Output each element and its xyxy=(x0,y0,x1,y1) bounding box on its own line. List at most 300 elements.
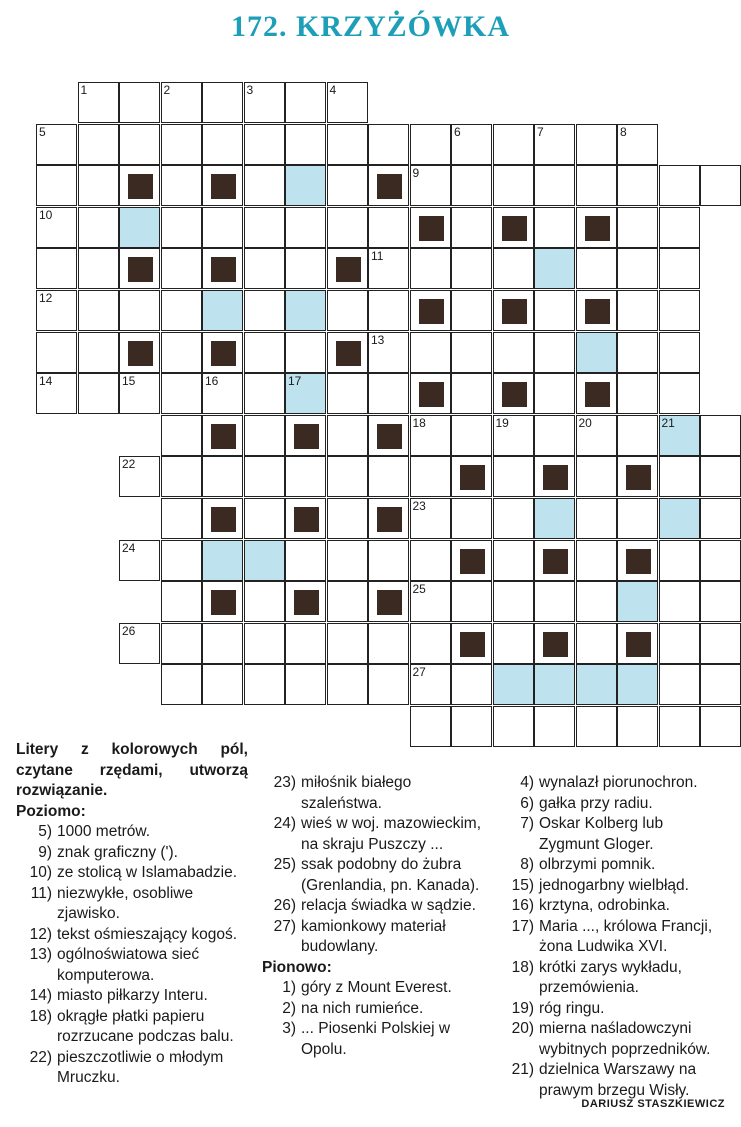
block-square xyxy=(377,174,402,199)
clue-number: 20 xyxy=(578,415,592,430)
grid-cell xyxy=(617,207,658,248)
clue-text: wynalazł piorunochron. xyxy=(539,774,698,791)
block-cell xyxy=(534,456,575,497)
grid-cell xyxy=(327,124,368,165)
clue-number-label: 8) xyxy=(520,856,534,873)
clue-number: 14 xyxy=(39,374,53,389)
grid-cell xyxy=(493,706,534,747)
clue-number: 15 xyxy=(122,374,136,389)
grid-cell xyxy=(410,415,451,456)
grid-cell xyxy=(161,623,202,664)
block-cell xyxy=(119,332,160,373)
clue-text: ze stolicą w Islamabadzie. xyxy=(57,864,238,881)
grid-cell xyxy=(410,540,451,581)
grid-cell xyxy=(36,248,77,289)
clue-number-label: 21) xyxy=(511,1061,534,1078)
grid-cell xyxy=(493,623,534,664)
grid-cell xyxy=(659,248,700,289)
clue-text: znak graficzny ('). xyxy=(57,843,178,861)
clue-item xyxy=(262,855,488,896)
clue-number-label: 20) xyxy=(511,1020,534,1037)
grid-cell xyxy=(617,332,658,373)
block-square xyxy=(419,216,444,241)
clues-column-2 xyxy=(262,773,488,1060)
grid-cell xyxy=(36,165,77,206)
grid-cell xyxy=(327,498,368,539)
clue-text: 1000 metrów. xyxy=(57,823,151,840)
grid-cell xyxy=(78,248,119,289)
grid-cell xyxy=(451,664,492,705)
block-cell xyxy=(202,498,243,539)
grid-cell xyxy=(659,623,700,664)
grid-cell xyxy=(327,82,368,123)
grid-cell xyxy=(368,332,409,373)
clue-number: 23 xyxy=(412,499,426,513)
grid-cell xyxy=(119,623,160,664)
block-square xyxy=(211,341,236,366)
grid-cell xyxy=(161,332,202,373)
grid-cell xyxy=(617,290,658,331)
grid-cell xyxy=(534,124,575,165)
grid-cell xyxy=(493,540,534,581)
clue-item xyxy=(16,863,248,884)
clue-text: róg ringu. xyxy=(539,999,605,1017)
grid-cell xyxy=(410,124,451,165)
across-clues-list xyxy=(16,822,248,1089)
clue-item xyxy=(500,999,726,1020)
block-cell xyxy=(410,373,451,414)
clue-item xyxy=(500,855,726,876)
clue-item xyxy=(16,1007,248,1048)
grid-cell xyxy=(451,165,492,206)
grid-cell xyxy=(700,623,741,664)
grid-cell xyxy=(451,373,492,414)
clue-item xyxy=(16,925,248,946)
grid-cell xyxy=(327,373,368,414)
grid-cell xyxy=(36,207,77,248)
grid-cell xyxy=(78,124,119,165)
clue-number-label: 12) xyxy=(29,925,52,943)
block-cell xyxy=(285,498,326,539)
block-cell xyxy=(576,207,617,248)
grid-cell xyxy=(617,706,658,747)
block-cell xyxy=(202,248,243,289)
highlighted-cell xyxy=(534,248,575,289)
block-cell xyxy=(493,373,534,414)
grid-cell xyxy=(202,623,243,664)
block-square xyxy=(211,590,236,615)
grid-cell xyxy=(617,373,658,414)
clue-number: 9 xyxy=(412,166,420,181)
clue-number-label: 23) xyxy=(273,774,296,791)
highlighted-cell xyxy=(202,540,243,581)
down-clues-list-continued xyxy=(500,773,726,1101)
block-cell xyxy=(534,623,575,664)
highlighted-cell xyxy=(576,664,617,705)
grid-cell xyxy=(576,456,617,497)
clue-text: krztyna, odrobinka. xyxy=(539,897,670,914)
block-square xyxy=(377,590,402,615)
clue-number-label: 17) xyxy=(511,917,534,935)
grid-cell xyxy=(410,706,451,747)
grid-cell xyxy=(327,623,368,664)
grid-cell xyxy=(493,581,534,622)
grid-cell xyxy=(327,207,368,248)
block-cell xyxy=(451,456,492,497)
block-square xyxy=(626,465,651,490)
grid-cell xyxy=(659,290,700,331)
grid-cell xyxy=(410,623,451,664)
clue-number: 12 xyxy=(39,291,53,305)
clue-item xyxy=(500,917,726,958)
grid-cell xyxy=(285,248,326,289)
grid-cell xyxy=(576,248,617,289)
grid-cell xyxy=(451,706,492,747)
grid-cell xyxy=(410,332,451,373)
grid-cell xyxy=(617,165,658,206)
clue-text: olbrzymi pomnik. xyxy=(539,856,656,873)
clue-text: okrągłe płatki papieru rozrzucane podczas balu. xyxy=(57,1007,234,1045)
grid-cell xyxy=(327,415,368,456)
grid-cell xyxy=(700,415,741,456)
grid-cell xyxy=(327,165,368,206)
block-cell xyxy=(493,207,534,248)
clue-number-label: 13) xyxy=(29,946,52,963)
grid-cell xyxy=(78,207,119,248)
clue-number: 17 xyxy=(288,374,302,389)
grid-cell xyxy=(576,623,617,664)
grid-cell xyxy=(327,540,368,581)
grid-cell xyxy=(244,332,285,373)
grid-cell xyxy=(244,498,285,539)
grid-cell xyxy=(244,290,285,331)
clue-item xyxy=(262,773,488,814)
across-clues-list-continued xyxy=(262,773,488,958)
grid-cell xyxy=(244,165,285,206)
highlighted-cell xyxy=(576,332,617,373)
highlighted-cell xyxy=(202,290,243,331)
clue-number-label: 24) xyxy=(273,815,296,832)
grid-cell xyxy=(202,664,243,705)
grid-cell xyxy=(161,248,202,289)
block-square xyxy=(626,549,651,574)
clue-item xyxy=(262,978,488,999)
grid-cell xyxy=(534,581,575,622)
block-square xyxy=(419,382,444,407)
page-title: 172. KRZYŻÓWKA xyxy=(230,10,511,43)
grid-cell xyxy=(119,290,160,331)
clue-number-label: 11) xyxy=(30,884,52,902)
block-cell xyxy=(368,415,409,456)
clue-number-label: 10) xyxy=(29,864,52,881)
grid-cell xyxy=(617,498,658,539)
grid-cell xyxy=(285,623,326,664)
grid-cell xyxy=(244,415,285,456)
grid-cell xyxy=(36,124,77,165)
down-header: Pionowo: xyxy=(262,958,332,976)
block-cell xyxy=(576,373,617,414)
grid-cell xyxy=(244,248,285,289)
clue-item xyxy=(16,822,248,843)
grid-cell xyxy=(78,165,119,206)
grid-cell xyxy=(36,373,77,414)
clue-number: 22 xyxy=(122,457,136,472)
grid-cell xyxy=(327,581,368,622)
grid-cell xyxy=(244,207,285,248)
block-cell xyxy=(368,581,409,622)
grid-cell xyxy=(244,581,285,622)
clue-number: 27 xyxy=(412,665,426,680)
block-square xyxy=(377,507,402,532)
clue-item xyxy=(262,1019,488,1060)
block-square xyxy=(543,465,568,490)
clue-text: mierna naśladowczyni wybitnych poprzedników. xyxy=(539,1020,711,1058)
block-square xyxy=(460,465,485,490)
clue-number-label: 6) xyxy=(520,794,534,812)
grid-cell xyxy=(451,332,492,373)
grid-cell xyxy=(78,373,119,414)
clue-number: 24 xyxy=(122,540,136,555)
clue-text: góry z Mount Everest. xyxy=(301,979,452,996)
grid-cell xyxy=(327,290,368,331)
clue-text: Maria ..., królowa Francji, żona Ludwika XVI. xyxy=(539,917,713,955)
grid-cell xyxy=(327,456,368,497)
grid-cell xyxy=(576,124,617,165)
block-square xyxy=(543,549,568,574)
grid-cell xyxy=(700,706,741,747)
grid-cell xyxy=(451,415,492,456)
block-cell xyxy=(285,581,326,622)
grid-cell xyxy=(700,456,741,497)
clue-item xyxy=(500,1060,726,1101)
clue-item xyxy=(500,794,726,815)
clue-number-label: 26) xyxy=(273,897,296,914)
grid-cell xyxy=(244,664,285,705)
grid-cell xyxy=(36,332,77,373)
grid-cell xyxy=(244,124,285,165)
clue-text: ssak podobny do żubra (Grenlandia, pn. Kanada). xyxy=(301,856,480,894)
clue-text: na nich rumieńce. xyxy=(301,999,424,1017)
clue-item xyxy=(262,917,488,958)
clue-item xyxy=(16,884,248,925)
grid-cell xyxy=(78,332,119,373)
grid-cell xyxy=(285,207,326,248)
grid-cell xyxy=(700,540,741,581)
clue-number-label: 3) xyxy=(282,1020,296,1037)
block-cell xyxy=(410,290,451,331)
grid-cell xyxy=(368,664,409,705)
block-square xyxy=(128,341,153,366)
grid-cell xyxy=(659,332,700,373)
clue-number: 2 xyxy=(163,83,171,97)
grid-cell xyxy=(700,498,741,539)
block-square xyxy=(128,257,153,282)
grid-cell xyxy=(493,415,534,456)
block-square xyxy=(377,424,402,449)
grid-cell xyxy=(493,165,534,206)
block-cell xyxy=(202,415,243,456)
highlighted-cell xyxy=(659,415,700,456)
grid-cell xyxy=(576,165,617,206)
block-square xyxy=(211,424,236,449)
highlighted-cell xyxy=(659,498,700,539)
grid-cell xyxy=(493,456,534,497)
clue-text: ogólnoświatowa sieć komputerowa. xyxy=(57,946,200,984)
clue-number-label: 1) xyxy=(282,979,296,996)
block-cell xyxy=(119,248,160,289)
clue-number: 8 xyxy=(620,124,627,139)
clue-number: 6 xyxy=(454,124,461,139)
grid-cell xyxy=(244,456,285,497)
grid-cell xyxy=(659,456,700,497)
grid-cell xyxy=(576,706,617,747)
grid-cell xyxy=(493,248,534,289)
clue-number: 21 xyxy=(661,415,675,430)
clue-number: 10 xyxy=(39,207,53,222)
clue-number: 13 xyxy=(371,332,385,347)
grid-cell xyxy=(534,415,575,456)
grid-cell xyxy=(285,664,326,705)
grid-cell xyxy=(36,290,77,331)
clue-text: dzielnica Warszawy na prawym brzegu Wisły. xyxy=(539,1061,697,1099)
block-square xyxy=(336,257,361,282)
grid-cell xyxy=(534,207,575,248)
clue-number-label: 7) xyxy=(520,815,534,832)
grid-cell xyxy=(410,581,451,622)
block-cell xyxy=(119,165,160,206)
grid-cell xyxy=(451,207,492,248)
block-square xyxy=(211,257,236,282)
clue-item xyxy=(16,1048,248,1089)
block-cell xyxy=(202,332,243,373)
grid-cell xyxy=(161,82,202,123)
grid-cell xyxy=(368,540,409,581)
grid-cell xyxy=(119,82,160,123)
block-square xyxy=(128,174,153,199)
clue-item xyxy=(262,814,488,855)
grid-cell xyxy=(410,248,451,289)
grid-cell xyxy=(202,82,243,123)
highlighted-cell xyxy=(617,664,658,705)
grid-cell xyxy=(700,581,741,622)
grid-cell xyxy=(119,456,160,497)
clue-text: ... Piosenki Polskiej w Opolu. xyxy=(301,1020,451,1058)
block-square xyxy=(294,590,319,615)
grid-cell xyxy=(119,124,160,165)
highlighted-cell xyxy=(285,165,326,206)
clue-number: 19 xyxy=(495,415,509,430)
clue-number-label: 9) xyxy=(38,843,52,861)
grid-cell xyxy=(493,124,534,165)
author-credit: DARIUSZ STASZKIEWICZ xyxy=(581,1098,725,1110)
block-square xyxy=(543,632,568,657)
highlighted-cell xyxy=(244,540,285,581)
block-square xyxy=(460,632,485,657)
grid-cell xyxy=(161,290,202,331)
block-square xyxy=(336,341,361,366)
grid-cell xyxy=(368,290,409,331)
clue-item xyxy=(16,986,248,1007)
clue-item xyxy=(262,999,488,1020)
across-header: Poziomo: xyxy=(16,802,86,820)
grid-cell xyxy=(659,207,700,248)
highlighted-cell xyxy=(119,207,160,248)
clue-number: 5 xyxy=(39,124,46,139)
clue-item xyxy=(500,814,726,855)
grid-cell xyxy=(576,581,617,622)
grid-cell xyxy=(119,373,160,414)
grid-cell xyxy=(410,456,451,497)
grid-cell xyxy=(368,248,409,289)
block-square xyxy=(502,382,527,407)
block-cell xyxy=(202,165,243,206)
grid-cell xyxy=(78,82,119,123)
grid-cell xyxy=(202,373,243,414)
clue-text: relacja świadka w sądzie. xyxy=(301,897,476,914)
clues-column-3 xyxy=(500,773,726,1101)
grid-cell xyxy=(700,664,741,705)
block-cell xyxy=(202,581,243,622)
clue-number-label: 19) xyxy=(511,999,534,1017)
clue-item xyxy=(500,1019,726,1060)
clue-text: niezwykłe, osobliwe zjawisko. xyxy=(57,884,194,922)
grid-cell xyxy=(534,332,575,373)
clue-number-label: 15) xyxy=(511,876,534,894)
block-square xyxy=(585,216,610,241)
clue-number-label: 14) xyxy=(29,987,52,1004)
clue-number-label: 4) xyxy=(520,774,534,791)
grid-cell xyxy=(617,248,658,289)
clue-number-label: 22) xyxy=(29,1048,52,1066)
grid-cell xyxy=(161,540,202,581)
grid-cell xyxy=(534,165,575,206)
block-cell xyxy=(368,165,409,206)
grid-cell xyxy=(202,456,243,497)
block-square xyxy=(585,299,610,324)
grid-cell xyxy=(161,415,202,456)
grid-cell xyxy=(410,498,451,539)
clue-number: 26 xyxy=(122,623,136,638)
grid-cell xyxy=(451,498,492,539)
grid-cell xyxy=(368,623,409,664)
grid-cell xyxy=(244,623,285,664)
grid-cell xyxy=(659,664,700,705)
clues-column-1 xyxy=(16,740,248,1089)
clue-text: Oskar Kolberg lub Zygmunt Gloger. xyxy=(539,815,664,853)
block-square xyxy=(502,299,527,324)
grid-cell xyxy=(410,664,451,705)
grid-cell xyxy=(659,165,700,206)
block-cell xyxy=(493,290,534,331)
grid-cell xyxy=(161,165,202,206)
clue-number: 16 xyxy=(205,374,219,389)
clue-text: miłośnik białego szaleństwa. xyxy=(301,774,412,812)
grid-cell xyxy=(451,290,492,331)
block-square xyxy=(294,424,319,449)
grid-cell xyxy=(451,248,492,289)
grid-cell xyxy=(493,332,534,373)
grid-cell xyxy=(161,498,202,539)
block-square xyxy=(211,174,236,199)
clue-text: jednogarbny wielbłąd. xyxy=(539,876,689,894)
grid-cell xyxy=(576,540,617,581)
block-square xyxy=(585,382,610,407)
grid-cell xyxy=(368,124,409,165)
grid-cell xyxy=(700,165,741,206)
clue-text: krótki zarys wykładu, przemówienia. xyxy=(539,958,682,996)
highlighted-cell xyxy=(617,581,658,622)
clue-number: 4 xyxy=(329,83,337,97)
